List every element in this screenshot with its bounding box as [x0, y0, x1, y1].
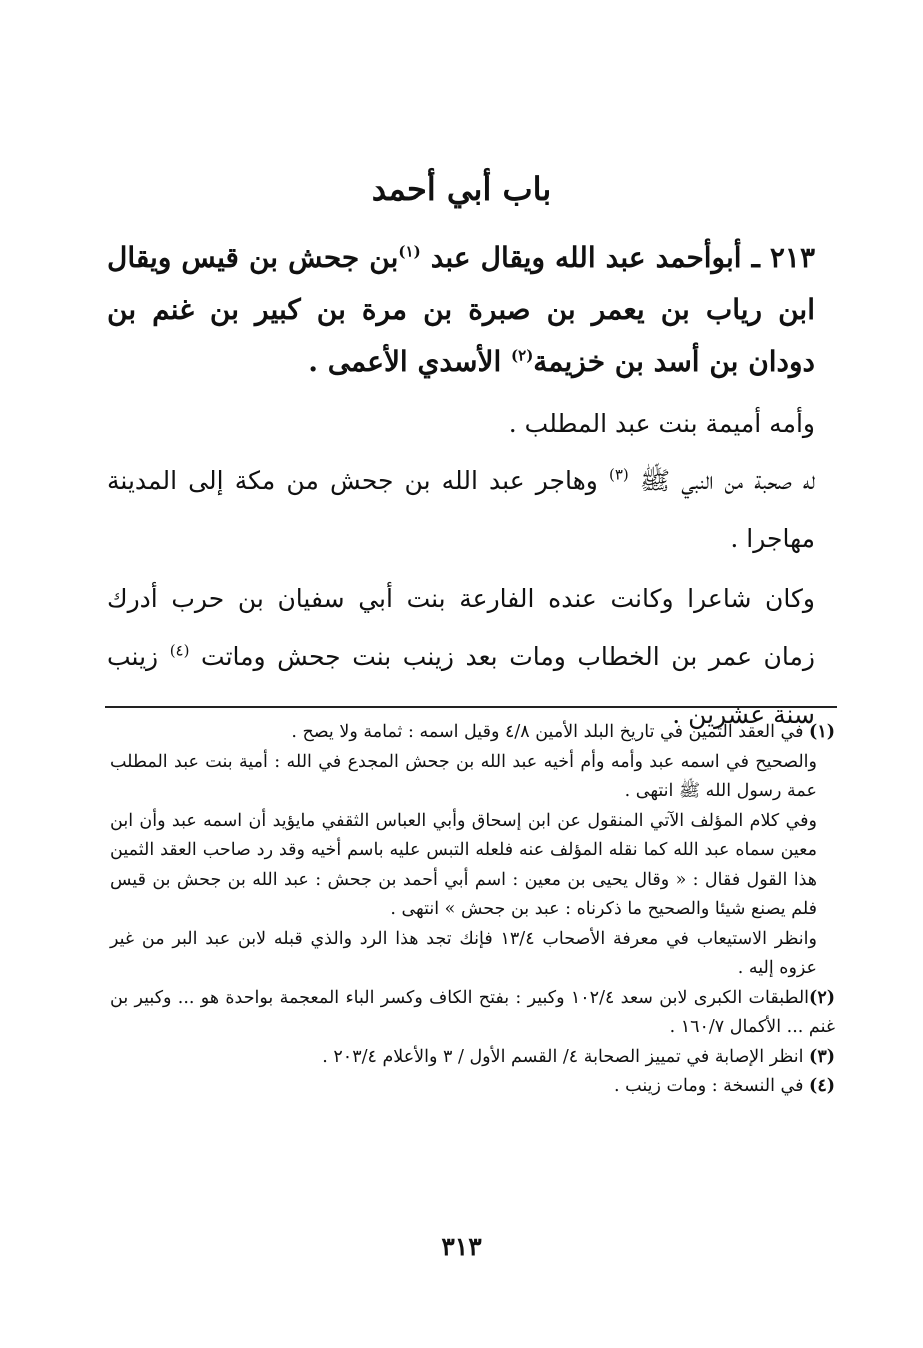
footnote-1 — [110, 718, 835, 748]
paragraph-companionship-text-b: وهاجر عبد الله بن جحش من مكة إلى المدينة مهاجرا . — [107, 466, 815, 553]
footnote-4 — [110, 1072, 835, 1102]
footnote-2 — [110, 984, 835, 1043]
footnote-ref-1: (١) — [398, 242, 421, 261]
footnote-3 — [110, 1043, 835, 1073]
entry-number: ٢١٣ — [769, 241, 816, 274]
paragraph-mother — [107, 395, 815, 453]
footnote-1-continuation-2: والصحيح في اسمه عبد وأمه وأم أخيه عبد الله بن جحش المجدع في الله : أمية بنت عبد المطلب عمة رسول الله ﷺ انتهى . — [110, 751, 817, 801]
footnotes — [110, 718, 835, 1102]
footnote-ref-4: (٤) — [169, 641, 190, 660]
chapter-heading: باب أبي أحمد — [371, 170, 552, 208]
entry-paragraph — [107, 232, 815, 388]
paragraph-mother-text: وأمه أميمة بنت عبد المطلب . — [508, 409, 815, 438]
footnote-4-number: (٤) — [809, 1076, 835, 1096]
paragraph-poet-text-b: زينب سنة عشرين . — [107, 642, 815, 729]
footnote-1-continuation-3: وفي كلام المؤلف الآتي المنقول عن ابن إسحاق وأبي العباس الثقفي مايؤيد أن اسمه عبد وأن ابن معين سماه عبد الله كما نقله المؤلف عنه فلعله التبس عليه باسم أخيه وقد رد صاحب العقد الثمين هذا القول فقال : « وقال يحيى بن معين : اسم أبي أحمد بن جحش : عبد الله بن جحش بن قيس فلم يصنع شيئا والصحيح ما ذكرناه : عبد بن جحش » انتهى . — [110, 810, 817, 919]
footnote-1-continuation-4: وانظر الاستيعاب في معرفة الأصحاب ١٣/٤ فإنك تجد هذا الرد والذي قبله لابن عبد البر من غير عزوه إليه . — [110, 928, 817, 978]
footnote-2-number: (٢) — [809, 987, 835, 1008]
footnote-1-line-1: في العقد الثمين في تاريخ البلد الأمين ٤/٨ وقيل اسمه : ثمامة ولا يصح . — [291, 722, 810, 742]
page-number: ٣١٣ — [441, 1232, 482, 1261]
entry-text-a: ـ أبوأحمد عبد الله ويقال عبد — [420, 241, 770, 274]
footnote-4-text: في النسخة : ومات زينب . — [614, 1076, 810, 1096]
footnote-1-number: (١) — [809, 722, 835, 742]
entry-text-c: الأسدي الأعمى . — [308, 345, 512, 378]
footnote-ref-3: (٣) — [608, 465, 629, 484]
paragraph-companionship — [107, 452, 815, 568]
footnote-2-text: الطبقات الكبرى لابن سعد ١٠٢/٤ وكبير : بفتح الكاف وكسر الباء المعجمة بواحدة هو ... وكبير بن غنم ... الأكمال ١٦٠/٧ . — [110, 987, 835, 1037]
footnote-3-number: (٣) — [809, 1046, 835, 1067]
paragraph-companionship-text-a: له صحبة من النبي ﷺ — [628, 466, 815, 495]
footnote-ref-2: (٢) — [511, 346, 534, 365]
footnote-3-text: انظر الإصابة في تمييز الصحابة ٤/ القسم الأول / ٣ والأعلام ٢٠٣/٤ . — [322, 1046, 810, 1067]
paragraph-poet-text-a: وكان شاعرا وكانت عنده الفارعة بنت أبي سفيان بن حرب أدرك زمان عمر بن الخطاب ومات بعد زينب بنت جحش وماتت — [107, 584, 815, 671]
entry-text-b: بن جحش بن قيس ويقال ابن رياب بن يعمر بن صبرة بن مرة بن كبير بن غنم بن دودان بن أسد بن خزيمة — [107, 241, 815, 378]
footnote-separator — [105, 706, 837, 708]
